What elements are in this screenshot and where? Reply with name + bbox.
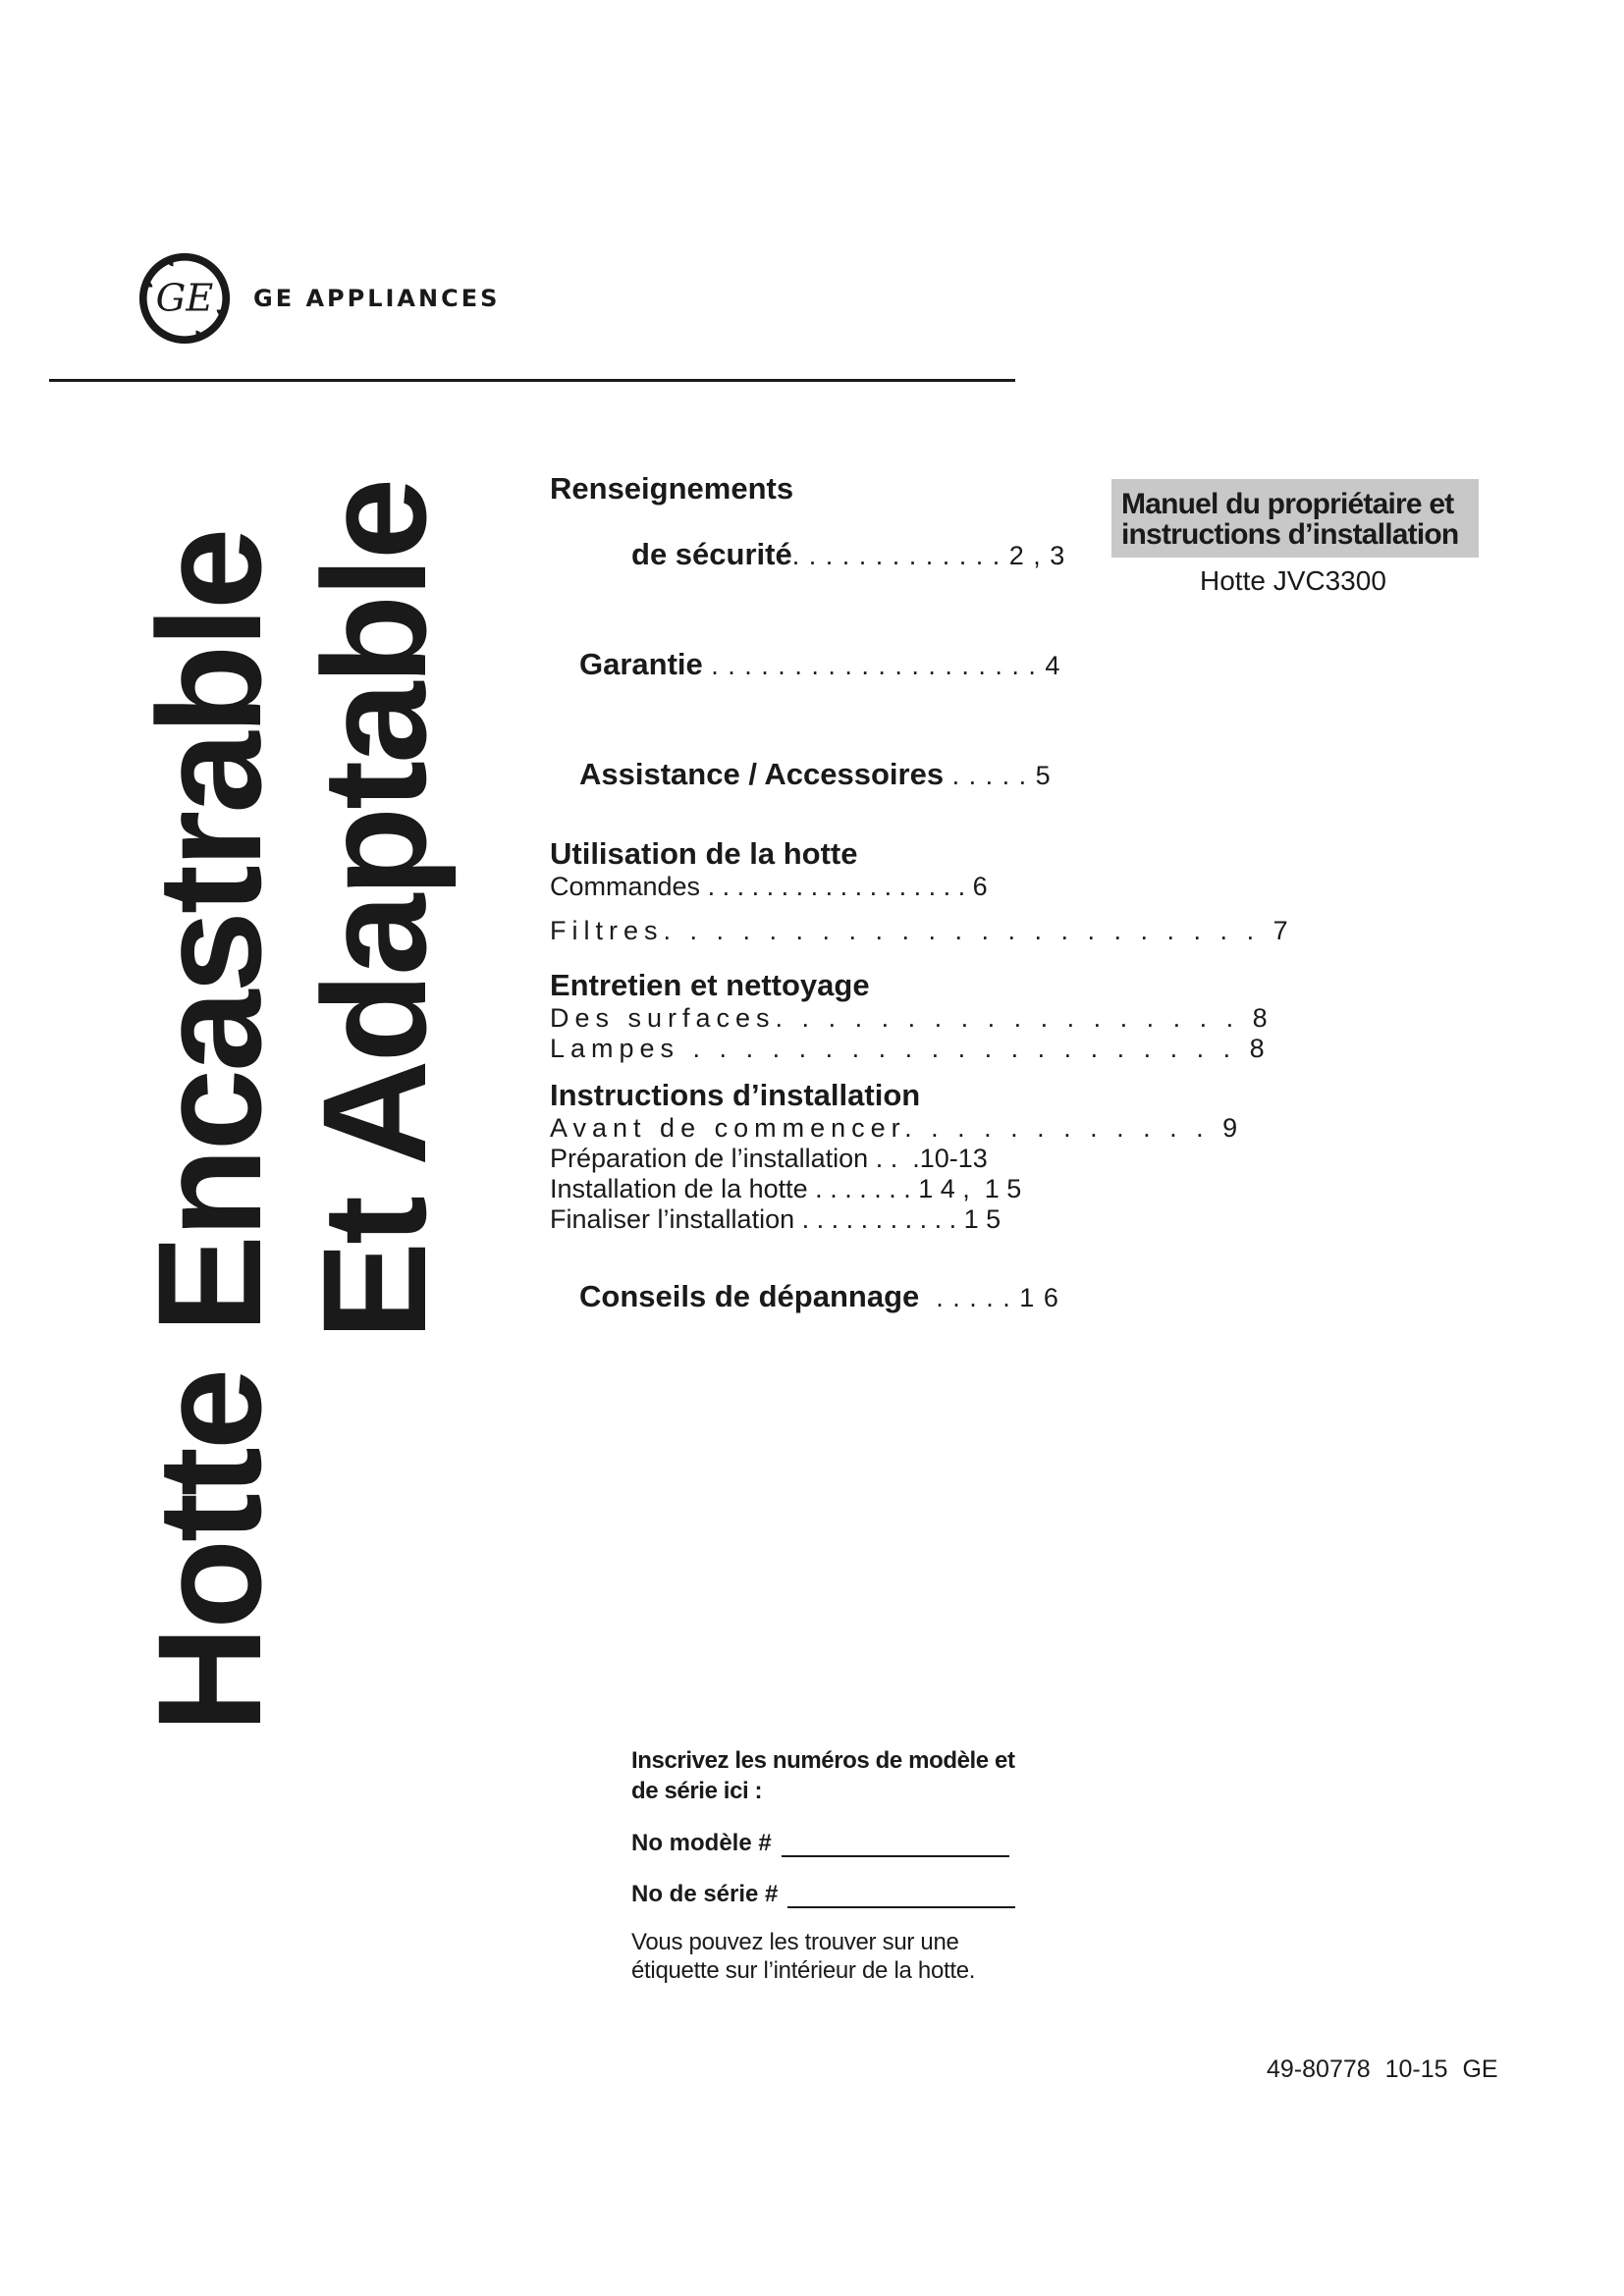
manual-title-line-1: Manuel du propriétaire et	[1121, 488, 1454, 520]
toc-troubleshooting-page: . . . . . 1 6	[919, 1283, 1059, 1312]
title-line-2: Et Adaptable	[292, 480, 457, 1340]
record-intro-line-1: Inscrivez les numéros de modèle et	[631, 1747, 1015, 1774]
toc-install-item: Préparation de l’installation . . .10-13	[550, 1144, 988, 1173]
record-note	[631, 1928, 1044, 1985]
model-name: Hotte JVC3300	[1200, 565, 1386, 596]
ge-logo-icon	[137, 251, 232, 346]
toc-use-item: Filtres. . . . . . . . . . . . . . . . . . . . . . . 7	[550, 916, 1294, 945]
model-number-label: No modèle #	[631, 1830, 772, 1856]
toc-troubleshooting-label: Conseils de dépannage	[579, 1279, 920, 1313]
brand-name: GE APPLIANCES	[253, 285, 501, 312]
toc-assistance	[550, 726, 1159, 823]
toc-warranty-label: Garantie	[579, 647, 703, 681]
toc-safety-line-2	[550, 507, 1159, 603]
toc-install-heading: Instructions d’installation	[550, 1078, 921, 1112]
toc-use-heading: Utilisation de la hotte	[550, 836, 858, 871]
serial-number-label: No de série #	[631, 1881, 779, 1907]
toc-warranty-page: . . . . . . . . . . . . . . . . . . . . 4	[702, 651, 1061, 680]
toc-use-item: Commandes . . . . . . . . . . . . . . . . . . 6	[550, 872, 988, 901]
manual-title-box	[1111, 479, 1479, 558]
toc-troubleshooting	[550, 1249, 1159, 1345]
record-intro-line-2: de série ici :	[631, 1778, 763, 1804]
toc-install	[550, 1078, 1244, 1235]
record-note-line-2: étiquette sur l’intérieur de la hotte.	[631, 1957, 976, 1984]
toc-safety-label-1: Renseignements	[550, 471, 794, 506]
model-number-field	[631, 1830, 1044, 1857]
serial-number-blank	[787, 1885, 1015, 1908]
header-rule	[49, 379, 1015, 382]
serial-number-field	[631, 1881, 1044, 1908]
record-note-line-1: Vous pouvez les trouver sur une	[631, 1929, 959, 1955]
document-code: 49-80778 10-15 GE	[1267, 2056, 1498, 2083]
toc-safety-label-2: de sécurité	[631, 537, 792, 571]
record-intro	[631, 1745, 1044, 1806]
logo-text: GE	[155, 276, 214, 321]
toc-care-item: Lampes . . . . . . . . . . . . . . . . . . . . . 8	[550, 1034, 1271, 1063]
toc-safety	[550, 471, 1159, 603]
toc-care	[550, 968, 1273, 1064]
record-section	[631, 1745, 1044, 1985]
title-line-1: Hotte Encastrable	[127, 530, 292, 1733]
toc-assistance-page: . . . . . 5	[944, 761, 1052, 790]
toc-assistance-label: Assistance / Accessoires	[579, 757, 945, 791]
toc-install-item: Avant de commencer. . . . . . . . . . . . 9	[550, 1113, 1244, 1143]
toc-use	[550, 836, 1294, 946]
toc-warranty	[550, 616, 1159, 713]
toc-install-item: Finaliser l’installation . . . . . . . . . . . 1 5	[550, 1204, 1001, 1234]
manual-title-line-2: instructions d’installation	[1121, 518, 1459, 551]
toc-care-heading: Entretien et nettoyage	[550, 968, 870, 1002]
toc-safety-page: . . . . . . . . . . . . . 2 , 3	[791, 541, 1066, 570]
toc-install-item: Installation de la hotte . . . . . . . 1 4 , 1 5	[550, 1174, 1022, 1203]
toc-care-item: Des surfaces. . . . . . . . . . . . . . . . . . 8	[550, 1003, 1273, 1033]
model-number-blank	[782, 1834, 1009, 1857]
